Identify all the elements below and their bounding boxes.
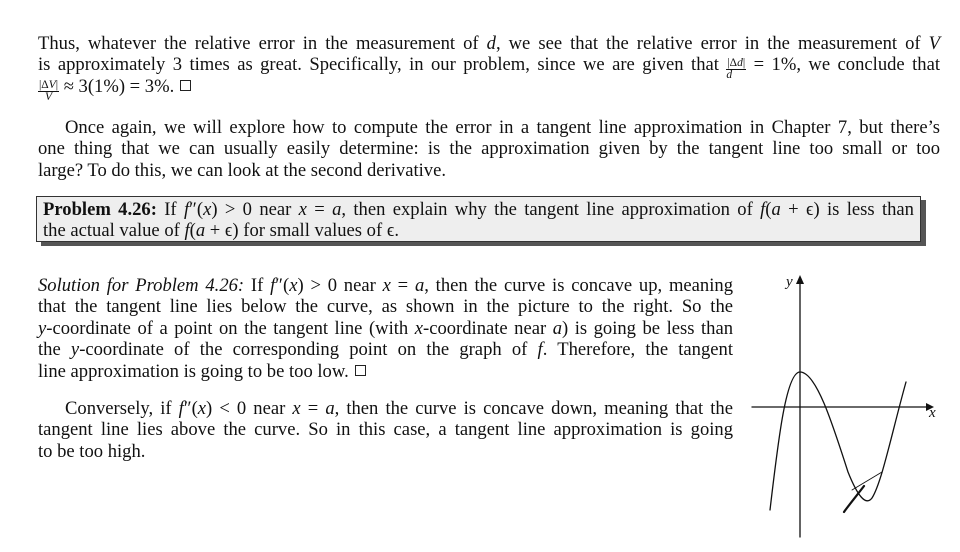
text-line: Thus, whatever the relative error in the measurement of d, we see that the relative error in the measurement of V: [38, 33, 941, 54]
text-line: to be too high.: [38, 440, 146, 462]
concavity-figure: [748, 272, 948, 544]
text-line: line approximation is going to be too low.: [38, 361, 733, 382]
paragraph-tangent-error: [38, 117, 940, 181]
text-line: the y-coordinate of the corresponding point on the graph of f. Therefore, the tangent: [38, 339, 733, 361]
text-line: Conversely, if f″(x) < 0 near x = a, then the curve is concave down, meaning that the: [65, 398, 733, 419]
paragraph-relative-error: [38, 33, 941, 103]
text-line: $\frac{|\Delta V|}{V}$ ≈ 3(1%) = 3%.: [38, 76, 940, 97]
text-line: that the tangent line lies below the curve, as shown in the picture to the right. So the: [38, 296, 733, 318]
text-line: y-coordinate of a point on the tangent line (with x-coordinate near a) is going be less than: [38, 317, 733, 339]
qed-box-icon: [355, 365, 366, 376]
text-line: is approximately 3 times as great. Specifically, in our problem, since we are given that $\frac{|\Delta d|}{d}$ = 1%, we conclude that: [38, 54, 941, 82]
fraction-delta-v: $\frac{|\Delta V|}{V}$: [39, 78, 59, 103]
problem-box: [36, 196, 921, 242]
y-arrow-icon: [796, 275, 804, 284]
qed-box-icon: [180, 80, 191, 91]
fraction-delta-d: $\frac{|\Delta d|}{d}$: [726, 57, 746, 82]
text-line: the actual value of f(a + ϵ) for small values of ϵ.: [43, 220, 399, 242]
text-line: one thing that we can usually easily determine: is the approximation given by the tangent line too small or too: [38, 138, 940, 160]
paragraph-concave-down: [38, 398, 733, 462]
text-line: Solution for Problem 4.26: If f″(x) > 0 near x = a, then the curve is concave up, meaning: [38, 275, 733, 296]
problem-label: Problem 4.26:: [43, 199, 157, 220]
text-line: large? To do this, we can look at the second derivative.: [38, 159, 446, 181]
curve: [770, 372, 906, 510]
text-line: Once again, we will explore how to compute the error in a tangent line approximation in Chapter 7, but there’s: [65, 117, 940, 138]
y-axis-label: y: [786, 274, 793, 290]
solution-paragraph: [38, 275, 733, 382]
solution-label: Solution for Problem 4.26:: [38, 275, 245, 296]
text-line: Problem 4.26: If f″(x) > 0 near x = a, then explain why the tangent line approximation of f(a + ϵ) is less than: [43, 199, 914, 220]
text-line: tangent line lies above the curve. So in this case, a tangent line approximation is going: [38, 419, 733, 441]
x-axis-label: x: [929, 405, 936, 421]
tangent-line-segment: [844, 486, 864, 512]
